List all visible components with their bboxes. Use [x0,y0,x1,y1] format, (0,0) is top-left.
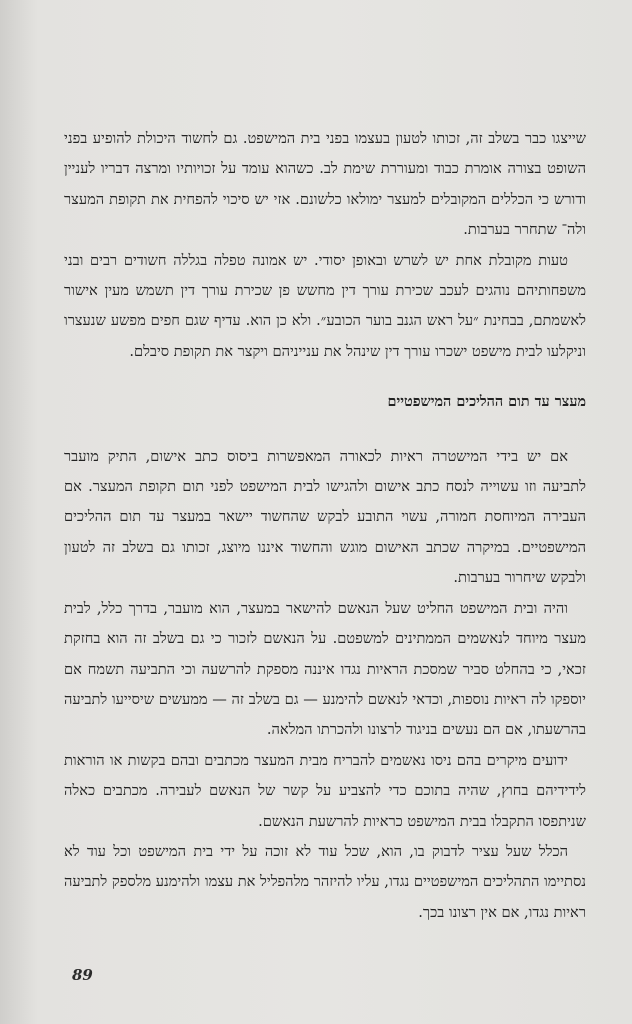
paragraph-6: הכלל שעל עציר לדבוק בו, הוא, שכל עוד לא זוכה על ידי בית המישפט וכל עוד לא נסתיימו התהליכים המישפטיים נגדו, עליו להיזהר מלהפליל את עצמו ולהימנע מלספק לתביעה ראיות נגדו, אם אין רצונו בכך. [64,842,586,921]
page-number: 89 [72,966,93,984]
body-text [64,124,586,928]
paragraph-3: אם יש בידי המישטרה ראיות לכאורה המאפשרות ביסוס כתב אישום, התיק מועבר לתביעה וזו עשוייה לנסח כתב אישום ולהגישו לבית המישפט לפני תום תקופת המעצר. אם העבירה המיוחסת חמורה, עשוי התובע לבקש שהחשוד יישאר במעצר עד תום ההליכים המישפטיים. במיקרה שכתב האישום מוגש והחשוד איננו מיוצג, זכותו גם בשלב זה לטעון ולבקש שיחרור בערבות. [64,447,587,587]
paragraph-5: ידועים מיקרים בהם ניסו נאשמים להבריח מבית המעצר מכתבים ובהם בקשות או הוראות לידידיהם בחוץ, שהיה בתוכם כדי להצביע על קשר של הנאשם לעבירה. מכתבים כאלה שניתפסו התקבלו בבית המישפט כראיות להרשעת הנאשם. [64,751,586,830]
paragraph-1: שייצגו כבר בשלב זה, זכותו לטעון בעצמו בפני בית המישפט. גם לחשוד היכולת להופיע בפני השופט בצורה אומרת כבוד ומעוררת שימת לב. כשהוא עומד על זכויותיו ומרצה דבריו לעניין ודורש כי הכללים המקובלים למעצר ימולאו כלשונם. אזי יש סיכוי להפחית את תקופת המעצר ולה־ שתחרר בערבות. [64,130,586,239]
section-heading: מעצר עד תום ההליכים המישפטיים [387,393,586,411]
paragraph-4: והיה ובית המישפט החליט שעל הנאשם להישאר במעצר, הוא מועבר, בדרך כלל, לבית מעצר מיוחד לנאשמים הממתינים למשפטם. על הנאשם לזכור כי גם בשלב זה הוא בחזקת זכאי, כי בהחלט סביר שמסכת הראיות נגדו איננה מספקת להרשעה וכי התביעה תשמח אם יוספקו לה ראיות נוספות, וכדאי לנאשם להימנע — גם בשלב זה — ממעשים שיסייעו לתביעה בהרשעתו, אם הם נעשים בניגוד לרצונו ולהכרתו המלאה. [64,599,586,739]
paragraph-2: טעות מקובלת אחת יש לשרש ובאופן יסודי. יש אמונה טפלה בגללה חשודים רבים ובני משפחותיהם נוהגים לעכב שכירת עורך דין מחשש פן שכירת עורך דין תשמש מעין אישור לאשמתם, בבחינת ״על ראש הגנב בוער הכובע״. ולא כן הוא. עדיף שגם חפים מפשע שנעצרו וניקלעו לבית מישפט ישכרו עורך דין שינהל את ענייניהם ויקצר את תקופת סיבלם. [64,251,586,360]
